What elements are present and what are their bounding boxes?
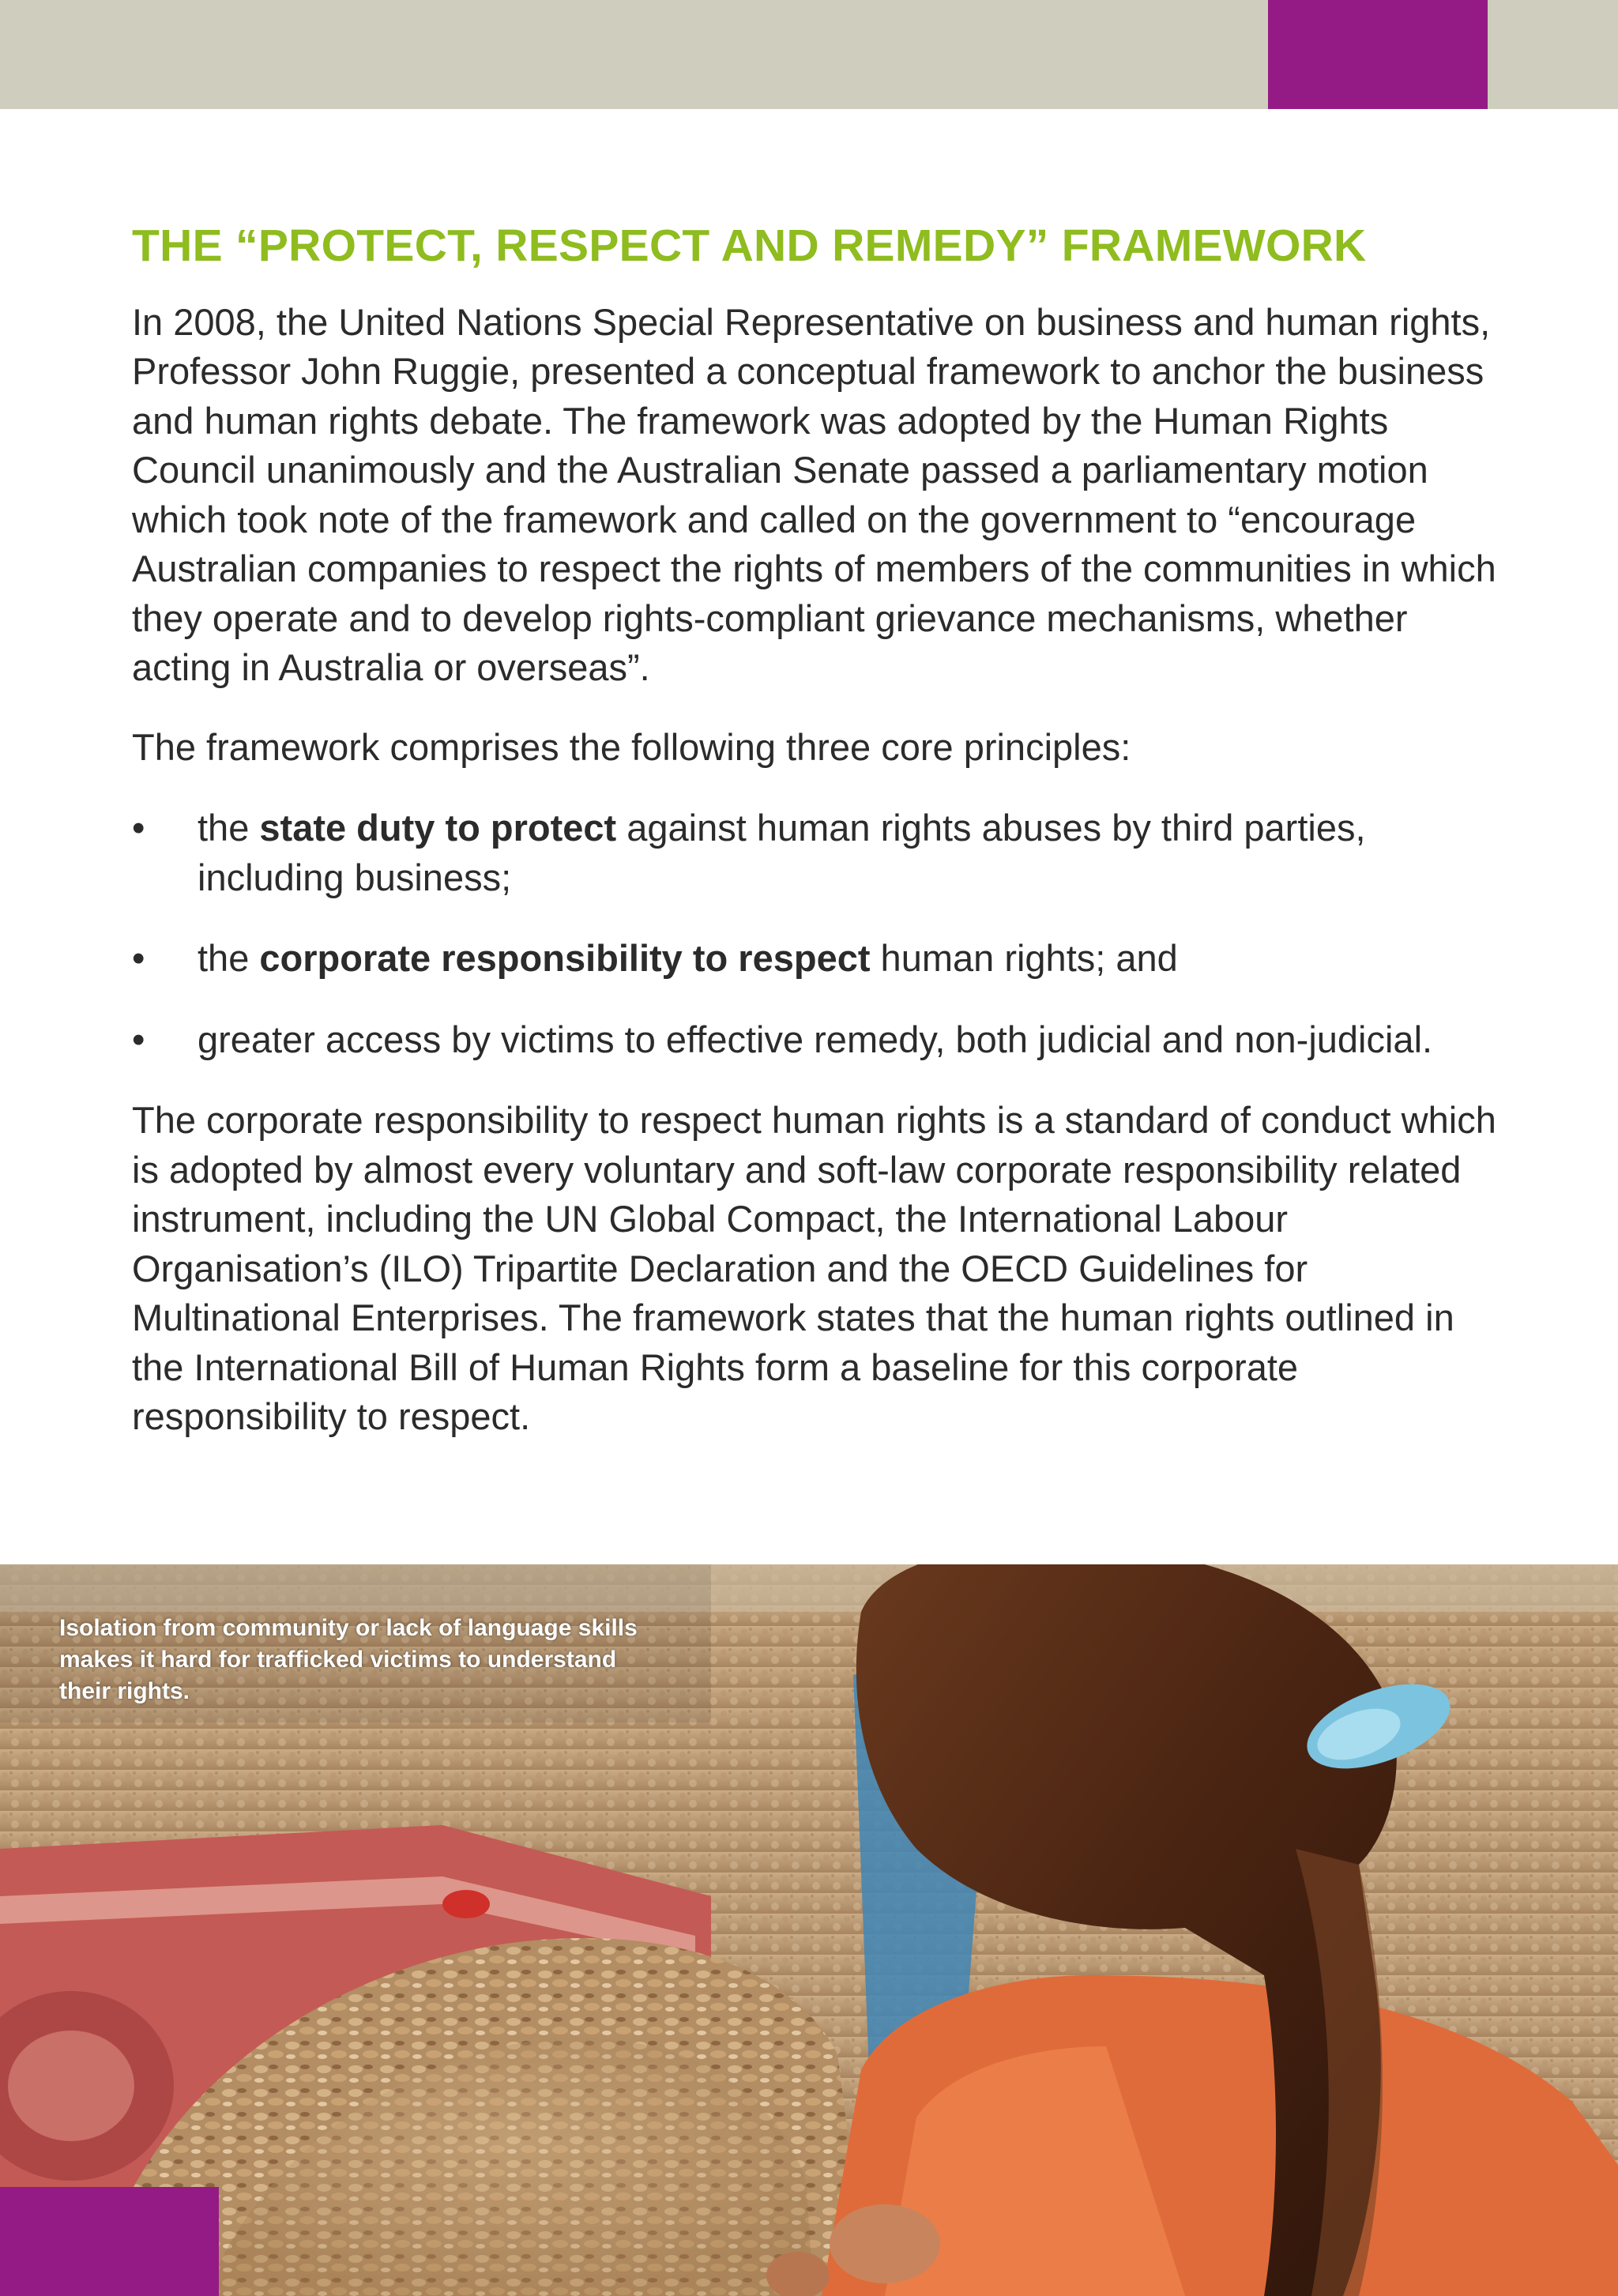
principles-intro: The framework comprises the following three core principles: (132, 725, 1131, 768)
principles-list (132, 804, 1507, 1064)
intro-paragraph: In 2008, the United Nations Special Representative on business and human rights, Professor John Ruggie, presented a conceptual framework to anchor the business and human rights debate. The framework was adopted by the Human Rights Council unanimously and the Australian Senate passed a parliamentary motion which took note of the framework and called on the government to “encourage Australian companies to respect the rights of members of the communities in which they operate and to develop rights-compliant grievance mechanisms, whether acting in Australia or overseas”. (132, 300, 1496, 689)
bottom-accent-block (0, 2187, 219, 2296)
bullet-icon: • (132, 937, 145, 980)
bullet-icon: • (132, 807, 145, 849)
top-accent-block (1268, 0, 1488, 109)
list-item: • greater access by victims to effective remedy, both judicial and non-judicial. (132, 1015, 1507, 1065)
section-heading: THE “PROTECT, RESPECT AND REMEDY” FRAMEWORK (132, 220, 1367, 271)
photo-caption: Isolation from community or lack of language skills makes it hard for trafficked victims to understand their rights. (59, 1615, 638, 1704)
bullet-icon: • (132, 1018, 145, 1060)
list-item: • the corporate responsibility to respect human rights; and (132, 934, 1507, 984)
list-item: • the state duty to protect against human rights abuses by third parties, including business; (132, 804, 1507, 902)
responsibility-paragraph: The corporate responsibility to respect human rights is a standard of conduct which is adopted by almost every voluntary and soft-law corporate responsibility related instrument, including the UN Global Compact, the International Labour Organisation’s (ILO) Tripartite Declaration and the OECD Guidelines for Multinational Enterprises. The framework states that the human rights outlined in the International Bill of Human Rights form a baseline for this corporate responsibility to respect. (132, 1099, 1496, 1438)
main-content (132, 221, 1507, 1442)
